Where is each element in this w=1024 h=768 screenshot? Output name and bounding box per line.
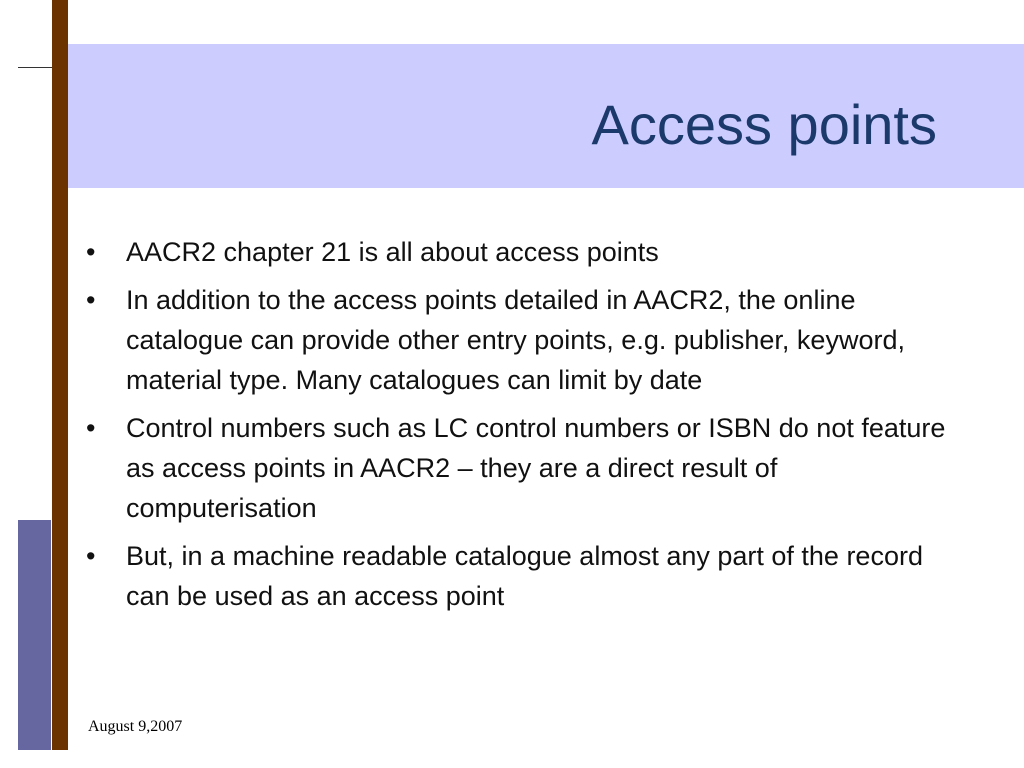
bullet-list bbox=[86, 232, 946, 624]
slide-title: Access points bbox=[591, 93, 937, 156]
bullet-item bbox=[86, 280, 946, 400]
bullet-item bbox=[86, 232, 946, 272]
bullet-text: AACR2 chapter 21 is all about access points bbox=[126, 237, 659, 267]
bullet-text: In addition to the access points detailed in AACR2, the online catalogue can provide other entry points, e.g. publisher, keyword, material type. Many catalogues can limit by date bbox=[126, 285, 905, 395]
bullet-marker: • bbox=[86, 285, 96, 315]
bullet-item bbox=[86, 536, 946, 616]
bullet-marker: • bbox=[86, 541, 96, 571]
bullet-text: Control numbers such as LC control numbers or ISBN do not feature as access points in AACR2 – they are a direct result of computerisation bbox=[126, 413, 946, 523]
bullet-marker: • bbox=[86, 237, 96, 267]
bullet-marker: • bbox=[86, 413, 96, 443]
decorative-purple-bar bbox=[18, 520, 51, 750]
bullet-item bbox=[86, 408, 946, 528]
decorative-brown-bar bbox=[52, 0, 68, 750]
footer-date: August 9,2007 bbox=[88, 718, 183, 735]
bullet-text: But, in a machine readable catalogue almost any part of the record can be used as an access point bbox=[126, 541, 923, 611]
